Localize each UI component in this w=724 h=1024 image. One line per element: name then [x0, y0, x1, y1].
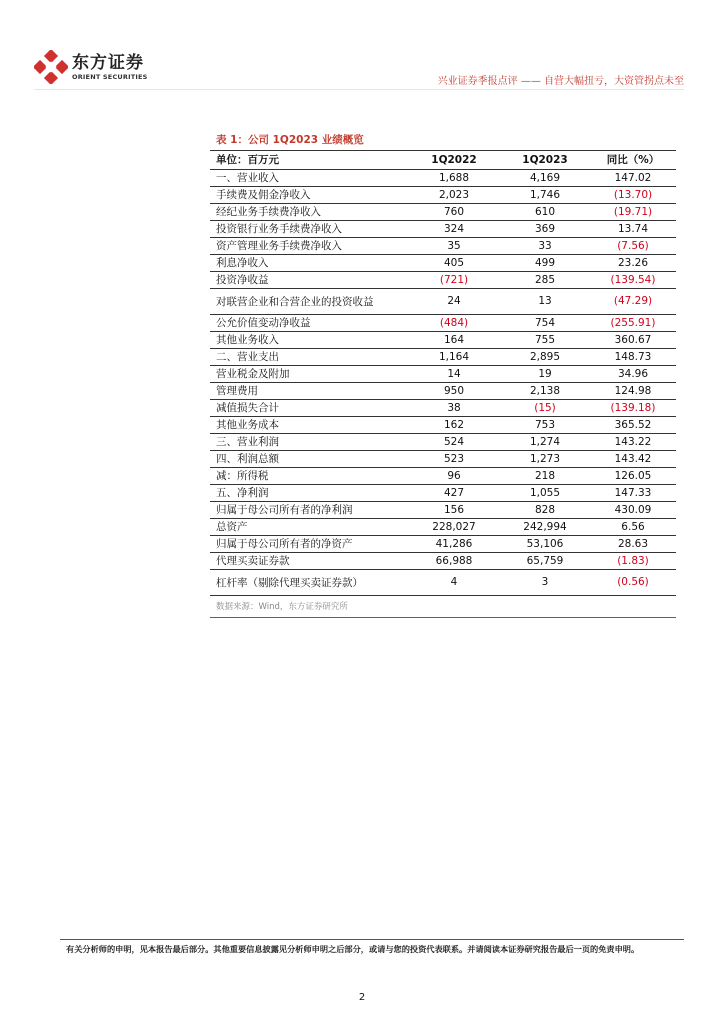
row-value-yoy: 28.63 [590, 535, 676, 552]
table-row [210, 288, 676, 314]
row-value-1q2023: 53,106 [500, 535, 590, 552]
row-value-1q2023: 369 [500, 220, 590, 237]
row-label: 二、营业支出 [210, 348, 408, 365]
table-row [210, 169, 676, 186]
row-value-1q2023: 753 [500, 416, 590, 433]
row-value-yoy: (13.70) [590, 186, 676, 203]
row-value-yoy: 126.05 [590, 467, 676, 484]
table-row [210, 467, 676, 484]
row-value-yoy: (1.83) [590, 552, 676, 569]
row-label: 减：所得税 [210, 467, 408, 484]
row-value-1q2023: 1,274 [500, 433, 590, 450]
row-value-1q2022: 523 [408, 450, 500, 467]
header-1q2022: 1Q2022 [408, 151, 500, 169]
row-value-1q2022: 96 [408, 467, 500, 484]
row-value-1q2023: 19 [500, 365, 590, 382]
row-value-1q2023: 2,138 [500, 382, 590, 399]
table-row [210, 348, 676, 365]
data-source-note: 数据来源：Wind，东方证券研究所 [210, 596, 676, 618]
row-value-yoy: (139.54) [590, 271, 676, 288]
row-value-1q2023: 285 [500, 271, 590, 288]
table-row [210, 535, 676, 552]
row-value-yoy: 13.74 [590, 220, 676, 237]
table-row [210, 518, 676, 535]
table-row [210, 271, 676, 288]
row-label: 管理费用 [210, 382, 408, 399]
row-value-yoy: (7.56) [590, 237, 676, 254]
logo-chinese-name: 东方证券 [72, 52, 144, 73]
table-body [210, 169, 676, 595]
row-label: 其他业务收入 [210, 331, 408, 348]
row-value-yoy: 365.52 [590, 416, 676, 433]
row-value-1q2023: 65,759 [500, 552, 590, 569]
row-label: 总资产 [210, 518, 408, 535]
table-row [210, 254, 676, 271]
row-value-1q2023: (15) [500, 399, 590, 416]
row-value-1q2022: 1,164 [408, 348, 500, 365]
row-value-1q2022: (721) [408, 271, 500, 288]
row-value-1q2022: 427 [408, 484, 500, 501]
row-label: 经纪业务手续费净收入 [210, 203, 408, 220]
row-value-yoy: 6.56 [590, 518, 676, 535]
row-label: 归属于母公司所有者的净利润 [210, 501, 408, 518]
row-value-yoy: 147.33 [590, 484, 676, 501]
performance-table-block [210, 130, 676, 618]
row-value-1q2022: 760 [408, 203, 500, 220]
table-row [210, 186, 676, 203]
row-label: 营业税金及附加 [210, 365, 408, 382]
row-label: 手续费及佣金净收入 [210, 186, 408, 203]
row-value-yoy: 23.26 [590, 254, 676, 271]
table-row [210, 433, 676, 450]
table-row [210, 237, 676, 254]
row-value-1q2022: 950 [408, 382, 500, 399]
row-value-1q2022: 35 [408, 237, 500, 254]
performance-table [210, 151, 676, 596]
row-value-1q2022: 524 [408, 433, 500, 450]
row-value-yoy: 143.42 [590, 450, 676, 467]
row-value-yoy: 34.96 [590, 365, 676, 382]
row-value-1q2023: 755 [500, 331, 590, 348]
row-label: 投资银行业务手续费净收入 [210, 220, 408, 237]
table-row [210, 314, 676, 331]
row-value-1q2023: 13 [500, 288, 590, 314]
row-value-1q2022: 38 [408, 399, 500, 416]
table-row [210, 365, 676, 382]
page-number: 2 [358, 992, 366, 1003]
row-value-1q2023: 1,055 [500, 484, 590, 501]
row-label: 公允价值变动净收益 [210, 314, 408, 331]
row-value-1q2022: 162 [408, 416, 500, 433]
row-value-yoy: 430.09 [590, 501, 676, 518]
row-value-yoy: 124.98 [590, 382, 676, 399]
logo-english-name: ORIENT SECURITIES [72, 72, 148, 81]
table-row [210, 416, 676, 433]
row-value-1q2022: (484) [408, 314, 500, 331]
row-value-1q2022: 2,023 [408, 186, 500, 203]
row-label: 一、营业收入 [210, 169, 408, 186]
row-value-1q2022: 228,027 [408, 518, 500, 535]
footer-divider [60, 939, 684, 940]
row-value-1q2023: 499 [500, 254, 590, 271]
table-row [210, 331, 676, 348]
row-value-yoy: 148.73 [590, 348, 676, 365]
table-header-row [210, 151, 676, 169]
row-value-1q2022: 1,688 [408, 169, 500, 186]
table-row [210, 552, 676, 569]
row-value-yoy: (19.71) [590, 203, 676, 220]
row-label: 五、净利润 [210, 484, 408, 501]
table-row [210, 484, 676, 501]
row-label: 代理买卖证券款 [210, 552, 408, 569]
row-value-1q2022: 4 [408, 569, 500, 595]
row-value-1q2023: 1,746 [500, 186, 590, 203]
row-label: 其他业务成本 [210, 416, 408, 433]
row-label: 资产管理业务手续费净收入 [210, 237, 408, 254]
header-yoy: 同比（%） [590, 151, 676, 169]
row-value-yoy: (47.29) [590, 288, 676, 314]
table-row [210, 203, 676, 220]
row-value-1q2023: 218 [500, 467, 590, 484]
row-value-1q2022: 41,286 [408, 535, 500, 552]
row-value-1q2023: 754 [500, 314, 590, 331]
row-value-1q2023: 33 [500, 237, 590, 254]
row-value-yoy: (139.18) [590, 399, 676, 416]
row-value-1q2022: 66,988 [408, 552, 500, 569]
row-label: 杠杆率（剔除代理买卖证券款） [210, 569, 408, 595]
table-row [210, 450, 676, 467]
row-value-1q2023: 242,994 [500, 518, 590, 535]
row-label: 三、营业利润 [210, 433, 408, 450]
row-value-1q2022: 14 [408, 365, 500, 382]
orient-securities-logo-icon [34, 50, 68, 84]
row-value-yoy: 147.02 [590, 169, 676, 186]
row-value-yoy: (255.91) [590, 314, 676, 331]
row-value-yoy: 360.67 [590, 331, 676, 348]
report-header-title: 兴业证券季报点评 —— 自营大幅扭亏，大资管拐点未至 [437, 76, 684, 87]
header-unit: 单位：百万元 [210, 151, 408, 169]
row-label: 对联营企业和合营企业的投资收益 [210, 288, 408, 314]
row-value-1q2022: 156 [408, 501, 500, 518]
table-caption: 表 1：公司 1Q2023 业绩概览 [210, 130, 676, 151]
header-divider [34, 89, 684, 90]
row-value-1q2023: 1,273 [500, 450, 590, 467]
row-label: 投资净收益 [210, 271, 408, 288]
company-logo [34, 50, 148, 84]
row-value-1q2022: 405 [408, 254, 500, 271]
row-value-1q2023: 3 [500, 569, 590, 595]
table-row [210, 399, 676, 416]
table-row [210, 501, 676, 518]
row-value-1q2022: 164 [408, 331, 500, 348]
row-value-1q2023: 828 [500, 501, 590, 518]
row-label: 四、利润总额 [210, 450, 408, 467]
table-row [210, 382, 676, 399]
row-value-1q2023: 610 [500, 203, 590, 220]
row-label: 归属于母公司所有者的净资产 [210, 535, 408, 552]
row-value-yoy: 143.22 [590, 433, 676, 450]
header-1q2023: 1Q2023 [500, 151, 590, 169]
row-value-1q2023: 2,895 [500, 348, 590, 365]
row-label: 减值损失合计 [210, 399, 408, 416]
row-label: 利息净收入 [210, 254, 408, 271]
row-value-1q2022: 324 [408, 220, 500, 237]
row-value-1q2022: 24 [408, 288, 500, 314]
disclaimer-text: 有关分析师的申明，见本报告最后部分。其他重要信息披露见分析师申明之后部分，或请与您的投资代表联系。并请阅读本证券研究报告最后一页的免责申明。 [66, 944, 640, 954]
row-value-yoy: (0.56) [590, 569, 676, 595]
row-value-1q2023: 4,169 [500, 169, 590, 186]
table-row [210, 220, 676, 237]
table-row [210, 569, 676, 595]
